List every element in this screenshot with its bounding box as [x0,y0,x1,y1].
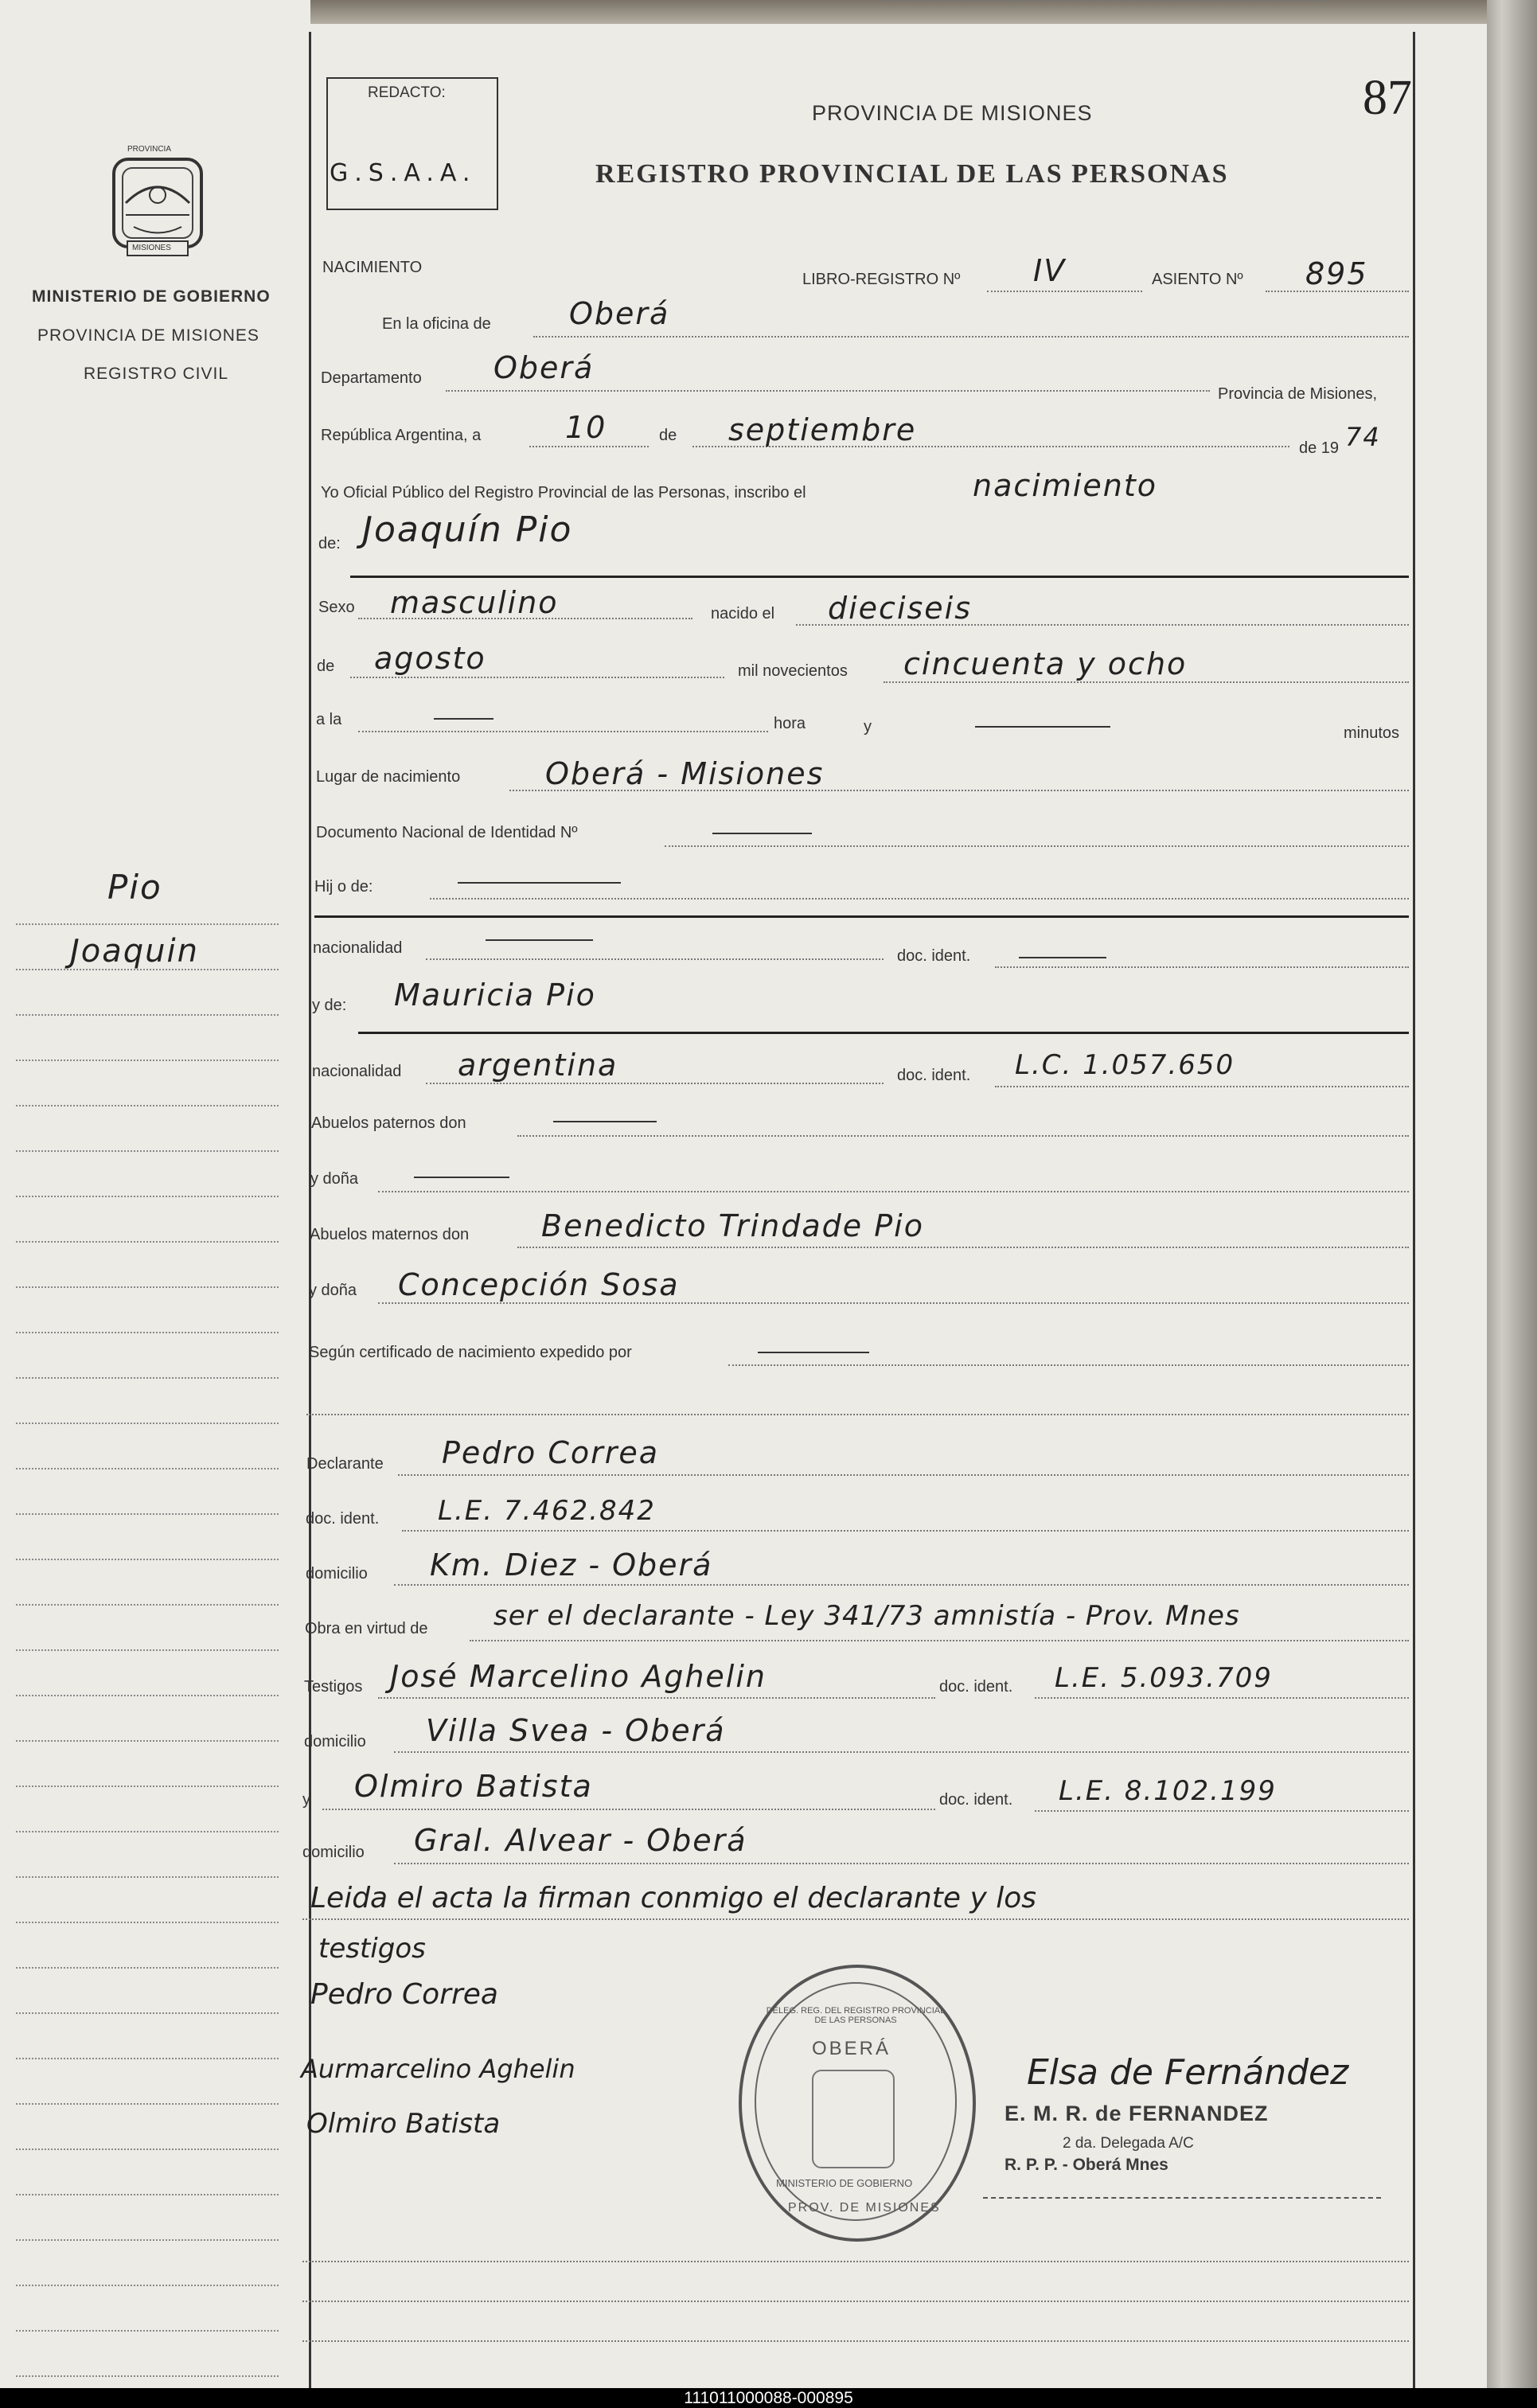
doc-madre-line [995,1086,1409,1087]
de-nombre-label: de: [318,535,341,552]
registry-label: REGISTRO CIVIL [84,365,229,383]
mil-label: mil novecientos [738,662,848,680]
margin-ruled-line [16,2058,279,2059]
margin-ruled-line [16,923,279,925]
margin-ruled-line [16,2012,279,2014]
hora-label: hora [774,715,806,732]
testigo1-value: José Marcelino Aghelin [390,1659,767,1694]
segun-line [728,1364,1409,1366]
testigo2-value: Olmiro Batista [354,1769,593,1804]
asiento-label: ASIENTO Nº [1152,271,1243,288]
doc-madre-value: L.C. 1.057.650 [1015,1049,1235,1081]
testigo2-doc-value: L.E. 8.102.199 [1059,1775,1277,1807]
abuela-mat-value: Concepción Sosa [398,1267,680,1302]
official-role: 2 da. Delegada A/C [1063,2135,1194,2152]
doc-padre-dash [1019,957,1106,958]
redacto-value: G.S.A.A. [330,159,477,187]
abuelos-pat-label: Abuelos paternos don [311,1114,466,1132]
province-label: PROVINCIA DE MISIONES [37,326,259,345]
abuela-pat-label: y doña [310,1170,359,1188]
padre-line [430,898,1409,900]
asiento-value: 895 [1305,256,1368,291]
stamp-side-text: MINISTERIO DE GOBIERNO [776,2177,913,2189]
margin-ruled-line [16,1786,279,1787]
margin-ruled-line [16,2330,279,2332]
segun-label: Según certificado de nacimiento expedido por [309,1344,632,1361]
abuela-pat-dash [414,1177,509,1178]
declarante-value: Pedro Correa [442,1435,660,1470]
a-la-label: a la [316,711,342,728]
segun-line-2 [306,1414,1409,1415]
testigo2-doc-label: doc. ident. [939,1791,1013,1809]
testigo2-doc-line [1035,1810,1409,1812]
official-name: E. M. R. de FERNANDEZ [1005,2102,1269,2125]
oficina-label: En la oficina de [382,315,491,333]
official-signature-line [983,2197,1381,2199]
dni-label: Documento Nacional de Identidad Nº [316,824,578,841]
declarante-line [398,1474,1409,1476]
registry-title: REGISTRO PROVINCIAL DE LAS PERSONAS [595,159,1229,189]
margin-ruled-line [16,2285,279,2286]
anio-nac-line [884,681,1409,683]
mes-nac-value: agosto [374,641,486,676]
margin-ruled-line [16,1423,279,1424]
signature-declarante: Pedro Correa [310,1978,498,2011]
margin-ruled-line [16,1105,279,1106]
redacto-label: REDACTO: [368,84,446,101]
form-ruled-line [302,2301,1409,2302]
anio-value: 74 [1345,422,1381,452]
declarante-label: Declarante [306,1455,384,1473]
testigo1-doc-value: L.E. 5.093.709 [1055,1662,1273,1694]
abuelo-mat-line [517,1247,1409,1248]
page-number: 87 [1363,71,1412,125]
nombre-value: Joaquín Pio [362,509,573,550]
closing-line-1: Leida el acta la firman conmigo el declarante y los [310,1882,1036,1914]
nacionalidad-madre-line [426,1083,884,1084]
doc-padre-label: doc. ident. [897,947,971,965]
abuelo-mat-value: Benedicto Trindade Pio [541,1208,924,1243]
stamp-emblem-icon [812,2070,895,2168]
margin-ruled-line [16,1740,279,1742]
doc-madre-label: doc. ident. [897,1067,971,1084]
book-spine [1487,0,1537,2388]
binding-strip [310,0,1487,24]
padre-dash [458,882,621,884]
abuelos-mat-label: Abuelos maternos don [310,1226,470,1243]
libro-label: LIBRO-REGISTRO Nº [802,271,961,288]
margin-ruled-line [16,1060,279,1061]
provincia-suffix: Provincia de Misiones, [1218,385,1378,403]
margin-ruled-line [16,1468,279,1469]
lugar-label: Lugar de nacimiento [316,768,461,786]
testigo2-y-label: y [302,1791,310,1809]
margin-ruled-line [16,2375,279,2377]
margin-note-name: Joaquin [70,933,199,970]
declarante-doc-label: doc. ident. [306,1510,380,1528]
nacionalidad-padre-dash [486,939,593,941]
testigo2-dom-value: Gral. Alvear - Oberá [414,1823,747,1858]
province-heading: PROVINCIA DE MISIONES [812,101,1093,125]
hijo-label: Hij o de: [314,878,373,896]
testigo1-doc-label: doc. ident. [939,1678,1013,1696]
margin-ruled-line [16,1377,279,1379]
republica-label: República Argentina, a [321,427,482,444]
sexo-label: Sexo [318,599,355,616]
obra-value: ser el declarante - Ley 341/73 amnistía - Prov. Mnes [493,1600,1240,1632]
testigo1-dom-value: Villa Svea - Oberá [426,1713,726,1748]
dni-dash [712,833,812,834]
left-margin-rule [309,32,311,2388]
margin-ruled-line [16,1922,279,1923]
mes-value: septiembre [728,412,917,447]
obra-line [470,1640,1409,1641]
act-type-label: NACIMIENTO [322,259,423,276]
de2-label: de [317,658,335,675]
nacionalidad-padre-label: nacionalidad [313,939,403,957]
margin-ruled-line [16,1241,279,1243]
signature-testigo2: Olmiro Batista [306,2108,501,2140]
testigo2-dom-line [394,1863,1409,1864]
obra-label: Obra en virtud de [305,1620,428,1637]
margin-ruled-line [16,1695,279,1696]
oficina-value: Oberá [569,296,670,331]
nacionalidad-madre-value: argentina [458,1048,618,1083]
seal-top-text: PROVINCIA [127,145,172,154]
hora-dash [434,718,493,720]
minutos-label: minutos [1344,724,1400,742]
margin-ruled-line [16,1150,279,1152]
abuela-mat-line [378,1302,1409,1304]
madre-value: Mauricia Pio [394,978,596,1013]
segun-dash [758,1352,869,1353]
abuela-pat-line [378,1191,1409,1192]
signature-testigo1: Aurmarcelino Aghelin [301,2054,575,2084]
margin-ruled-line [16,1876,279,1878]
margin-ruled-line [16,1513,279,1515]
abuela-mat-label: y doña [309,1282,357,1299]
signature-official: Elsa de Fernández [1027,2052,1349,2093]
libro-value: IV [1033,253,1067,288]
declarante-doc-line [402,1530,1409,1532]
closing-line-rule [302,1918,1409,1920]
abuelo-pat-line [517,1135,1409,1137]
madre-rule [358,1032,1409,1034]
stamp-bottom-text: PROV. DE MISIONES [788,2201,941,2215]
margin-ruled-line [16,1649,279,1651]
padre-rule [314,915,1409,918]
margin-ruled-line [16,2148,279,2150]
hora-line [358,731,768,732]
departamento-label: Departamento [321,369,422,387]
form-ruled-line [302,2261,1409,2262]
form-ruled-line [302,2340,1409,2342]
dia-value: 10 [565,410,607,445]
closing-line-2: testigos [318,1933,426,1965]
anio-nac-value: cincuenta y ocho [903,646,1188,681]
minutos-line [880,0,1333,2]
testigo2-line [322,1809,935,1810]
margin-ruled-line [16,1604,279,1606]
margin-ruled-line [16,969,279,970]
nacido-value: dieciseis [828,591,973,626]
dni-line [665,845,1409,847]
minutos-dash [975,726,1110,728]
testigo1-line [378,1697,935,1699]
margin-note-surname: Pio [107,868,162,907]
margin-ruled-line [16,1559,279,1560]
stamp-center-text: OBERÁ [812,2038,891,2059]
dia-line [529,446,649,447]
margin-ruled-line [16,1014,279,1016]
anio-label: de 19 [1299,439,1340,457]
nacido-label: nacido el [711,605,775,622]
seal-bottom-text: MISIONES [132,244,171,252]
declarante-dom-line [394,1584,1409,1586]
departamento-value: Oberá [493,350,595,385]
stamp-top-text: DELEG. REG. DEL REGISTRO PROVINCIAL DE LAS PERSONAS [766,2006,946,2025]
oficina-line [533,336,1409,338]
declarante-dom-label: domicilio [306,1565,368,1583]
testigo1-doc-line [1035,1697,1409,1699]
margin-ruled-line [16,2239,279,2241]
nacionalidad-madre-label: nacionalidad [312,1063,402,1080]
testigos-label: Testigos [304,1678,363,1696]
testigo1-dom-line [394,1751,1409,1753]
margin-ruled-line [16,1286,279,1288]
mes-nac-line [350,677,724,678]
margin-ruled-line [16,1196,279,1197]
nombre-rule [350,576,1409,578]
oficial-label: Yo Oficial Público del Registro Provincial de las Personas, inscribo el [321,484,806,502]
footer-id: 111011000088-000895 [0,2388,1537,2408]
margin-ruled-line [16,1967,279,1969]
de-label: de [659,427,677,444]
declarante-dom-value: Km. Diez - Oberá [430,1547,713,1583]
lugar-value: Oberá - Misiones [545,756,825,791]
margin-ruled-line [16,2103,279,2105]
abuelo-pat-dash [553,1121,657,1122]
testigo1-dom-label: domicilio [304,1733,366,1750]
sexo-value: masculino [390,585,559,620]
y-label: y [864,718,872,736]
ministry-label: MINISTERIO DE GOBIERNO [32,287,271,306]
margin-ruled-line [16,1332,279,1333]
oficial-value: nacimiento [973,468,1158,503]
official-office: R. P. P. - Oberá Mnes [1005,2156,1168,2174]
margin-ruled-line [16,1831,279,1832]
doc-padre-line [995,966,1409,968]
testigo2-dom-label: domicilio [302,1844,365,1861]
departamento-line [446,390,1210,392]
nacionalidad-padre-line [426,958,884,960]
y-de-label: y de: [312,997,347,1014]
margin-ruled-line [16,2194,279,2195]
declarante-doc-value: L.E. 7.462.842 [438,1495,656,1527]
right-margin-rule [1413,32,1415,2388]
libro-line [987,291,1142,292]
